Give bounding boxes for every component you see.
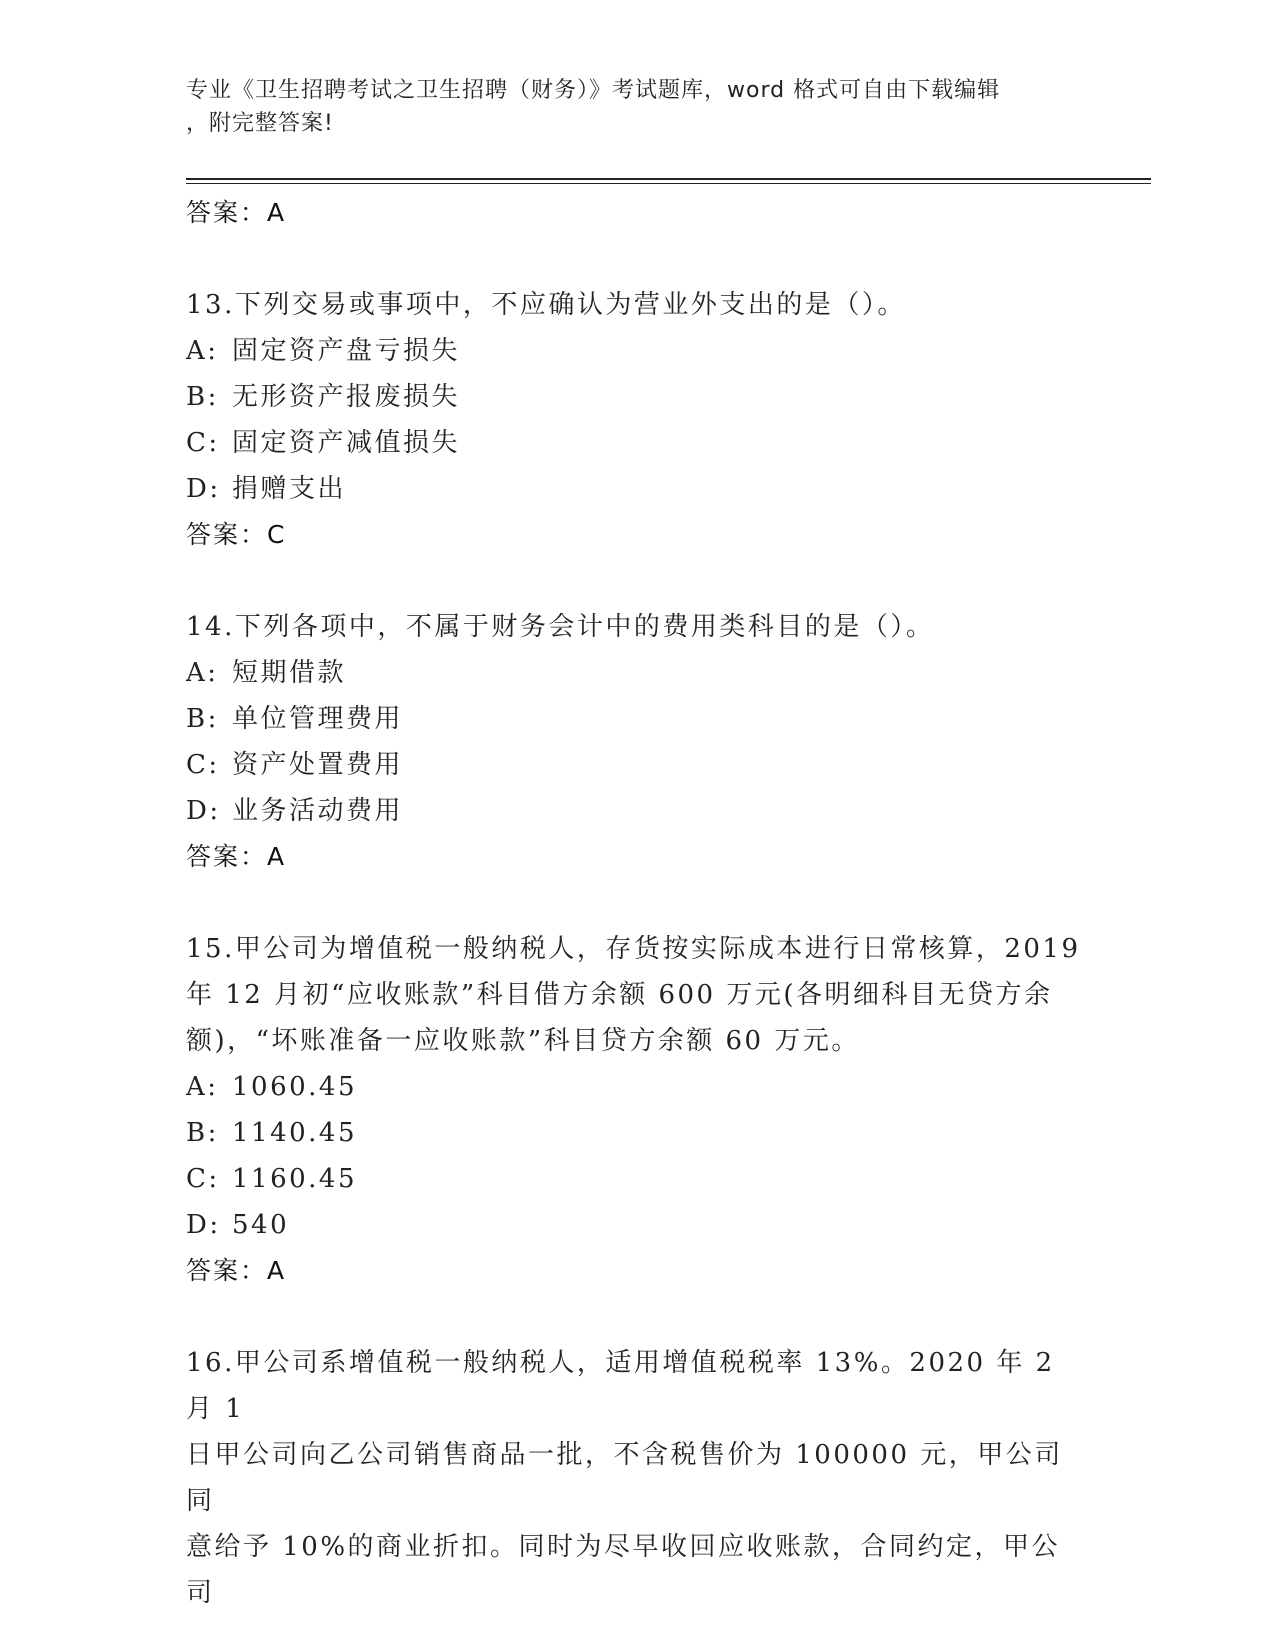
question-stem-line: 年 12 月初“应收账款”科目借方余额 600 万元(各明细科目无贷方余 xyxy=(186,980,1053,1010)
option-letter: B: xyxy=(186,1118,219,1148)
header-line-2: ，附完整答案! xyxy=(186,111,334,136)
option-letter: A: xyxy=(186,658,219,688)
header-divider-thick xyxy=(186,178,1151,180)
option-letter: A: xyxy=(186,336,219,366)
answer-line: 答案：A xyxy=(186,842,287,871)
question-stem-line: 15.甲公司为增值税一般纳税人，存货按实际成本进行日常核算，2019 xyxy=(186,934,1081,964)
option-a xyxy=(186,650,1086,696)
option-text: 1140.45 xyxy=(232,1118,358,1148)
option-letter: B: xyxy=(186,382,219,412)
header-line-1: 专业《卫生招聘考试之卫生招聘（财务）》考试题库，word 格式可自由下载编辑 xyxy=(186,78,1001,103)
option-text: 固定资产盘亏损失 xyxy=(232,336,461,366)
option-letter: B: xyxy=(186,704,219,734)
option-letter: C: xyxy=(186,750,220,780)
option-text: 短期借款 xyxy=(232,658,347,688)
option-b xyxy=(186,696,1086,742)
document-header xyxy=(186,74,1066,140)
option-c xyxy=(186,420,1086,466)
option-b xyxy=(186,374,1086,420)
answer-line: 答案：A xyxy=(186,1256,287,1285)
answer-line: 答案：A xyxy=(186,198,287,227)
question-stem-line: 意给予 10%的商业折扣。同时为尽早收回应收账款，合同约定，甲公司 xyxy=(186,1532,1061,1608)
question-stem: 14.下列各项中，不属于财务会计中的费用类科目的是（）。 xyxy=(186,612,935,642)
option-letter: D: xyxy=(186,474,221,504)
option-text: 资产处置费用 xyxy=(232,750,404,780)
option-letter: D: xyxy=(186,1210,221,1240)
option-letter: A: xyxy=(186,1072,219,1102)
option-a xyxy=(186,1064,1086,1110)
option-text: 1060.45 xyxy=(232,1072,358,1102)
option-text: 固定资产减值损失 xyxy=(232,428,461,458)
question-16 xyxy=(186,1340,1086,1616)
option-c xyxy=(186,742,1086,788)
option-a xyxy=(186,328,1086,374)
option-letter: C: xyxy=(186,1164,220,1194)
option-text: 无形资产报废损失 xyxy=(232,382,461,412)
option-d xyxy=(186,466,1086,512)
header-divider-thin xyxy=(186,183,1151,184)
option-letter: C: xyxy=(186,428,220,458)
question-14 xyxy=(186,604,1086,880)
option-text: 单位管理费用 xyxy=(232,704,404,734)
option-d xyxy=(186,788,1086,834)
option-text: 业务活动费用 xyxy=(232,796,404,826)
option-text: 540 xyxy=(232,1210,290,1240)
option-c xyxy=(186,1156,1086,1202)
option-d xyxy=(186,1202,1086,1248)
question-13 xyxy=(186,282,1086,558)
answer-line: 答案：C xyxy=(186,520,287,549)
option-letter: D: xyxy=(186,796,221,826)
question-stem-line: 额)，“坏账准备一应收账款”科目贷方余额 60 万元。 xyxy=(186,1026,860,1056)
option-text: 1160.45 xyxy=(232,1164,358,1194)
question-stem: 13.下列交易或事项中，不应确认为营业外支出的是（）。 xyxy=(186,290,906,320)
option-text: 捐赠支出 xyxy=(232,474,347,504)
option-b xyxy=(186,1110,1086,1156)
question-15 xyxy=(186,926,1086,1294)
question-stem-line: 16.甲公司系增值税一般纳税人，适用增值税税率 13%。2020 年 2 月 1 xyxy=(186,1348,1055,1424)
document-body xyxy=(186,190,1086,1616)
question-stem-line: 日甲公司向乙公司销售商品一批，不含税售价为 100000 元，甲公司同 xyxy=(186,1440,1063,1516)
